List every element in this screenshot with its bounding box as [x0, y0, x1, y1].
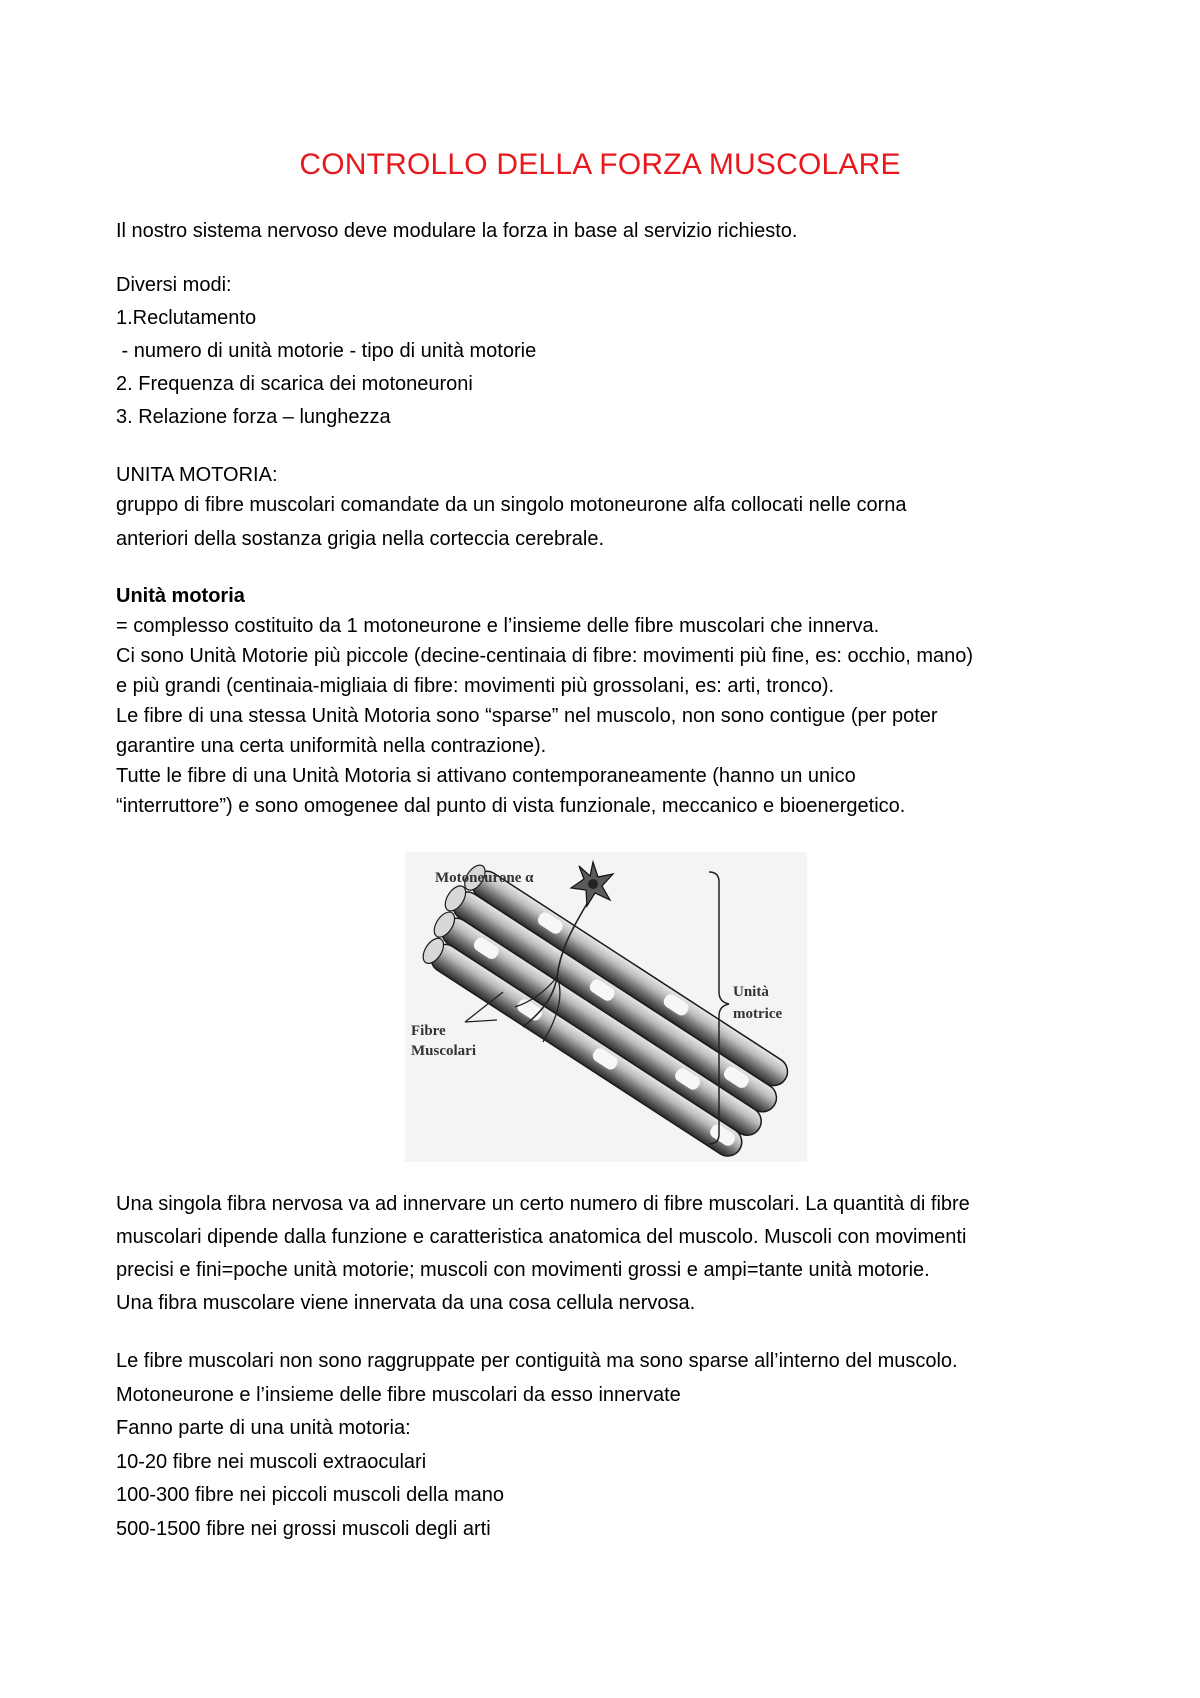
unita-motoria-section — [116, 581, 1096, 821]
label-motoneurone: Motoneurone α — [435, 870, 534, 886]
unita-motoria-caps-heading: UNITA MOTORIA: — [116, 464, 278, 486]
label-unita-1: Unità — [733, 984, 769, 1000]
paragraph-line-1: Una singola fibra nervosa va ad innervare un certo numero di fibre muscolari. La quantità di fibre — [116, 1193, 970, 1215]
modes-item-4: 3. Relazione forza – lunghezza — [116, 406, 391, 428]
modes-section — [116, 270, 1096, 432]
paragraph-line-3: precisi e fini=poche unità motorie; muscoli con movimenti grossi e ampi=tante unità motorie. — [116, 1259, 930, 1281]
paragraph-line-2: muscolari dipende dalla funzione e caratteristica anatomica del muscolo. Muscoli con movimenti — [116, 1226, 967, 1248]
final-line-6: 500-1500 fibre nei grossi muscoli degli arti — [116, 1517, 491, 1540]
label-unita-2: motrice — [733, 1006, 783, 1022]
unita-motoria-line-3: e più grandi (centinaia-migliaia di fibre: movimenti più grossolani, es: arti, tronco). — [116, 675, 835, 697]
label-fibre-1: Fibre — [411, 1023, 446, 1039]
unita-motoria-line-5: garantire una certa uniformità nella contrazione). — [116, 735, 547, 757]
modes-item-2: - numero di unità motorie - tipo di unità motorie — [116, 340, 537, 362]
motor-unit-illustration — [405, 852, 807, 1162]
label-fibre-2: Muscolari — [411, 1043, 476, 1059]
unita-motoria-line-4: Le fibre di una stessa Unità Motoria sono “sparse” nel muscolo, non sono contigue (per poter — [116, 705, 938, 727]
final-line-2: Motoneurone e l’insieme delle fibre muscolari da esso innervate — [116, 1383, 681, 1406]
modes-item-1: 1.Reclutamento — [116, 307, 257, 329]
final-section — [116, 1345, 1096, 1546]
modes-heading: Diversi modi: — [116, 274, 232, 296]
modes-item-3: 2. Frequenza di scarica dei motoneuroni — [116, 373, 473, 395]
fibra-nervosa-paragraph — [116, 1188, 1096, 1320]
unita-motoria-definition — [116, 460, 1096, 554]
final-line-5: 100-300 fibre nei piccoli muscoli della mano — [116, 1484, 504, 1506]
definition-line-1: gruppo di fibre muscolari comandate da un singolo motoneurone alfa collocati nelle corna — [116, 494, 907, 516]
page-title: CONTROLLO DELLA FORZA MUSCOLARE — [299, 148, 901, 181]
unita-motoria-line-1: = complesso costituito da 1 motoneurone e l’insieme delle fibre muscolari che innerva. — [116, 615, 880, 637]
unita-motoria-heading: Unità motoria — [116, 585, 245, 607]
unita-motoria-line-2: Ci sono Unità Motorie più piccole (decine-centinaia di fibre: movimenti più fine, es: occhio, mano) — [116, 645, 974, 667]
final-line-4: 10-20 fibre nei muscoli extraoculari — [116, 1450, 427, 1473]
definition-line-2: anteriori della sostanza grigia nella corteccia cerebrale. — [116, 528, 605, 550]
intro-paragraph: Il nostro sistema nervoso deve modulare la forza in base al servizio richiesto. — [116, 220, 798, 242]
unita-motoria-line-6: Tutte le fibre di una Unità Motoria si attivano contemporaneamente (hanno un unico — [116, 765, 856, 787]
final-line-3: Fanno parte di una unità motoria: — [116, 1417, 411, 1439]
unita-motoria-line-7: “interruttore”) e sono omogenee dal punto di vista funzionale, meccanico e bioenergetico. — [116, 795, 906, 817]
paragraph-line-4: Una fibra muscolare viene innervata da una cosa cellula nervosa. — [116, 1292, 696, 1314]
motor-unit-figure — [405, 852, 807, 1162]
final-line-1: Le fibre muscolari non sono raggruppate per contiguità ma sono sparse all’interno del muscolo. — [116, 1350, 958, 1372]
motoneuron-icon — [571, 862, 613, 906]
